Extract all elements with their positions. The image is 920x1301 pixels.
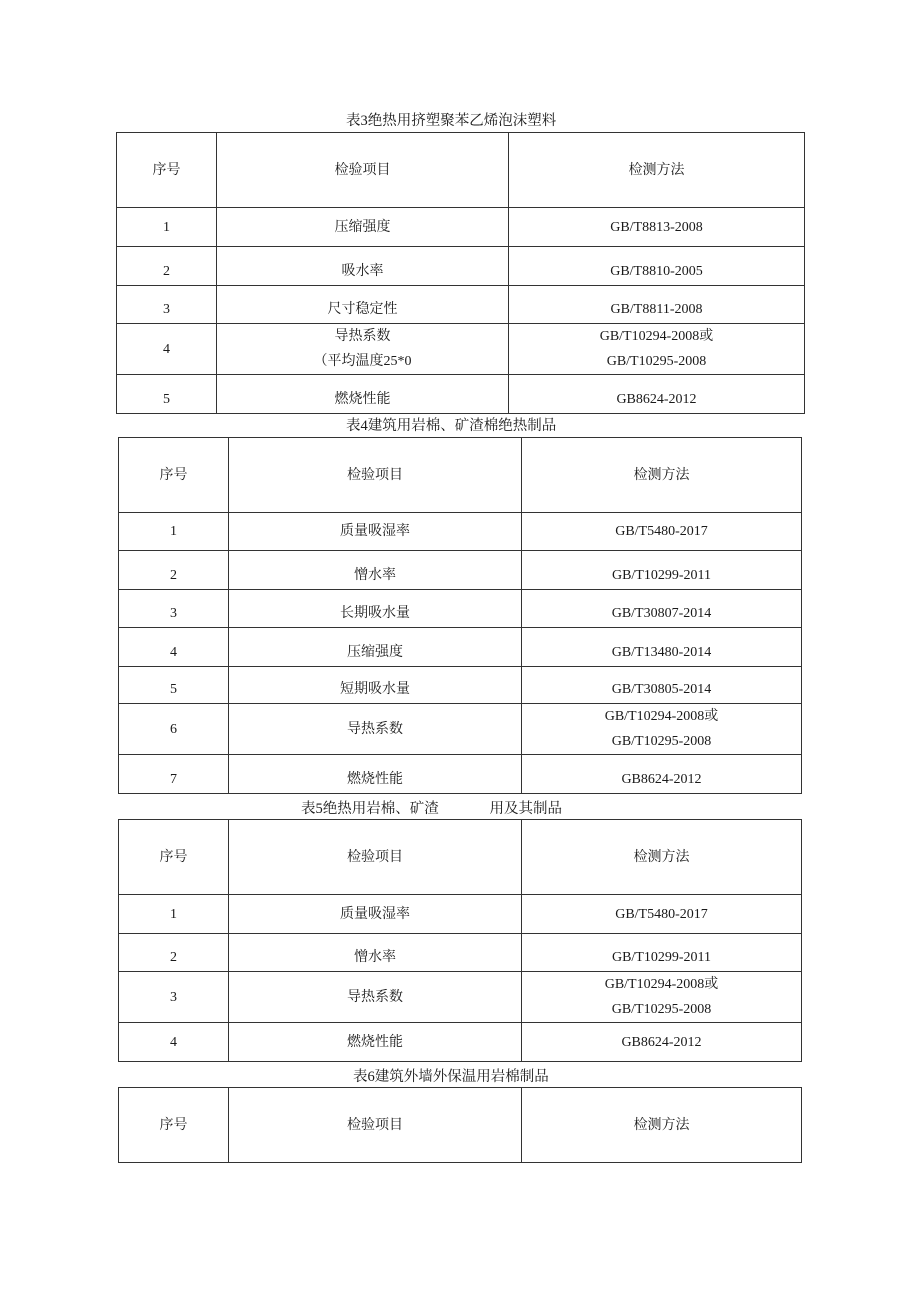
table-row [119,590,802,628]
cell-text-line: 憎水率 [354,950,396,965]
cell-text-line: （平均温度25*0 [313,354,412,369]
row-index-text: 5 [163,392,170,407]
cell-text-line: GB/T10295-2008 [611,1002,712,1017]
header-method [522,438,802,513]
row-method [522,590,802,628]
header-method-label: 检测方法 [633,849,690,865]
table-row [119,972,802,1023]
row-index-text: 1 [170,906,177,922]
cell-text-line: GB8624-2012 [616,392,697,407]
row-method [509,286,805,324]
row-index-text: 3 [170,606,177,621]
row-method [522,972,802,1023]
row-index-text: 3 [170,989,177,1005]
row-item [229,895,522,934]
cell-text-line: GB8624-2012 [621,1034,702,1050]
inspection-table [118,437,802,794]
header-method-label: 检测方法 [633,467,690,483]
cell-text-line: GB8624-2012 [621,772,702,787]
row-index [119,551,229,590]
cell-text-line: 压缩强度 [334,219,391,235]
cell-text-line: 质量吸湿率 [340,906,410,922]
header-index [119,820,229,895]
cell-text-line: GB/T10294-2008或 [604,977,719,992]
table-row [117,375,805,414]
row-index [117,247,217,286]
row-item [229,934,522,972]
cell-text-line: 导热系数 [347,989,403,1005]
table-row [119,895,802,934]
row-index [119,1023,229,1062]
cell-text-line: GB/T8811-2008 [610,302,703,317]
row-index [117,375,217,414]
row-method [522,551,802,590]
row-index-text: 4 [170,645,177,660]
table-row [119,667,802,704]
cell-text-line: 燃烧性能 [347,772,403,787]
row-index-text: 1 [163,219,170,235]
row-index [117,286,217,324]
header-row [119,1088,802,1163]
cell-text-line: GB/T5480-2017 [615,906,708,922]
header-item-label: 检验项目 [347,467,403,483]
row-index [117,208,217,247]
header-row [119,820,802,895]
header-item [229,438,522,513]
row-index [119,513,229,551]
cell-text-line: GB/T30805-2014 [611,682,712,697]
table-row [119,513,802,551]
table-caption: 表6建筑外墙外保温用岩棉制品 [353,1069,549,1085]
table-caption: 表5绝热用岩棉、矿渣 用及其制品 [301,801,562,817]
cell-text-line: GB/T10299-2011 [611,950,712,965]
row-item [217,324,509,375]
row-item [229,628,522,667]
row-item [217,208,509,247]
header-method [522,1088,802,1163]
inspection-table [116,132,805,414]
header-item-label: 检验项目 [334,162,391,178]
table-caption: 表4建筑用岩棉、矿渣棉绝热制品 [346,418,557,434]
row-index [119,934,229,972]
row-item [229,590,522,628]
header-method [509,133,805,208]
row-index-text: 5 [170,682,177,697]
row-index [117,324,217,375]
row-index-text: 2 [170,950,177,965]
row-index [119,590,229,628]
table-row [117,324,805,375]
header-row [119,438,802,513]
row-index-text: 3 [163,302,170,317]
row-method [522,513,802,551]
row-index-text: 1 [170,524,177,539]
row-method [509,247,805,286]
row-item [229,513,522,551]
row-method [509,375,805,414]
table-row [119,1023,802,1062]
row-method [522,628,802,667]
cell-text-line: GB/T10294-2008或 [604,709,719,724]
table-row [117,208,805,247]
table-caption: 表3绝热用挤塑聚苯乙烯泡沫塑料 [346,113,557,129]
row-item [229,755,522,794]
row-index-text: 6 [170,721,177,737]
table-row [119,704,802,755]
cell-text-line: GB/T10295-2008 [611,734,712,749]
header-item-label: 检验项目 [347,849,403,865]
cell-text-line: GB/T30807-2014 [611,606,712,621]
cell-text-line: GB/T10299-2011 [611,568,712,583]
table-row [117,247,805,286]
header-index-label: 序号 [159,1117,188,1133]
cell-text-line: 短期吸水量 [340,682,410,697]
table-row [119,628,802,667]
row-item [229,1023,522,1062]
row-index-text: 4 [163,341,170,357]
row-index [119,628,229,667]
header-item [229,820,522,895]
cell-text-line: GB/T10295-2008 [606,354,707,369]
row-index-text: 7 [170,772,177,787]
cell-text-line: 憎水率 [354,568,396,583]
header-index-label: 序号 [159,849,188,865]
cell-text-line: 吸水率 [341,264,384,279]
inspection-table [118,1087,802,1163]
row-index [119,704,229,755]
row-method [522,704,802,755]
header-item-label: 检验项目 [347,1117,403,1133]
header-item [217,133,509,208]
row-index [119,667,229,704]
table-row [119,755,802,794]
header-method-label: 检测方法 [633,1117,690,1133]
row-method [522,895,802,934]
cell-text-line: GB/T8810-2005 [610,264,703,279]
row-item [217,375,509,414]
row-method [509,208,805,247]
cell-text-line: 导热系数 [334,329,391,344]
table-row [119,934,802,972]
header-index [119,438,229,513]
row-item [217,286,509,324]
header-method [522,820,802,895]
header-row [117,133,805,208]
cell-text-line: GB/T8813-2008 [610,219,703,235]
table-row [117,286,805,324]
header-method-label: 检测方法 [628,162,685,178]
row-item [229,551,522,590]
row-item [229,667,522,704]
row-method [509,324,805,375]
cell-text-line: 尺寸稳定性 [327,302,398,317]
row-item [217,247,509,286]
row-index [119,755,229,794]
header-index-label: 序号 [152,162,181,178]
header-index-label: 序号 [159,467,188,483]
row-index-text: 2 [170,568,177,583]
cell-text-line: 长期吸水量 [340,606,410,621]
cell-text-line: 质量吸湿率 [340,524,410,539]
cell-text-line: 燃烧性能 [347,1034,403,1050]
header-index [117,133,217,208]
row-method [522,667,802,704]
cell-text-line: 导热系数 [347,721,403,737]
row-method [522,755,802,794]
row-method [522,934,802,972]
cell-text-line: GB/T10294-2008或 [599,329,714,344]
row-item [229,704,522,755]
cell-text-line: 压缩强度 [347,645,403,660]
row-index-text: 2 [163,264,170,279]
row-item [229,972,522,1023]
inspection-table [118,819,802,1062]
header-item [229,1088,522,1163]
row-index [119,895,229,934]
header-index [119,1088,229,1163]
cell-text-line: GB/T5480-2017 [615,524,708,539]
row-index-text: 4 [170,1034,177,1050]
table-row [119,551,802,590]
cell-text-line: GB/T13480-2014 [611,645,712,660]
row-method [522,1023,802,1062]
cell-text-line: 燃烧性能 [334,392,391,407]
row-index [119,972,229,1023]
